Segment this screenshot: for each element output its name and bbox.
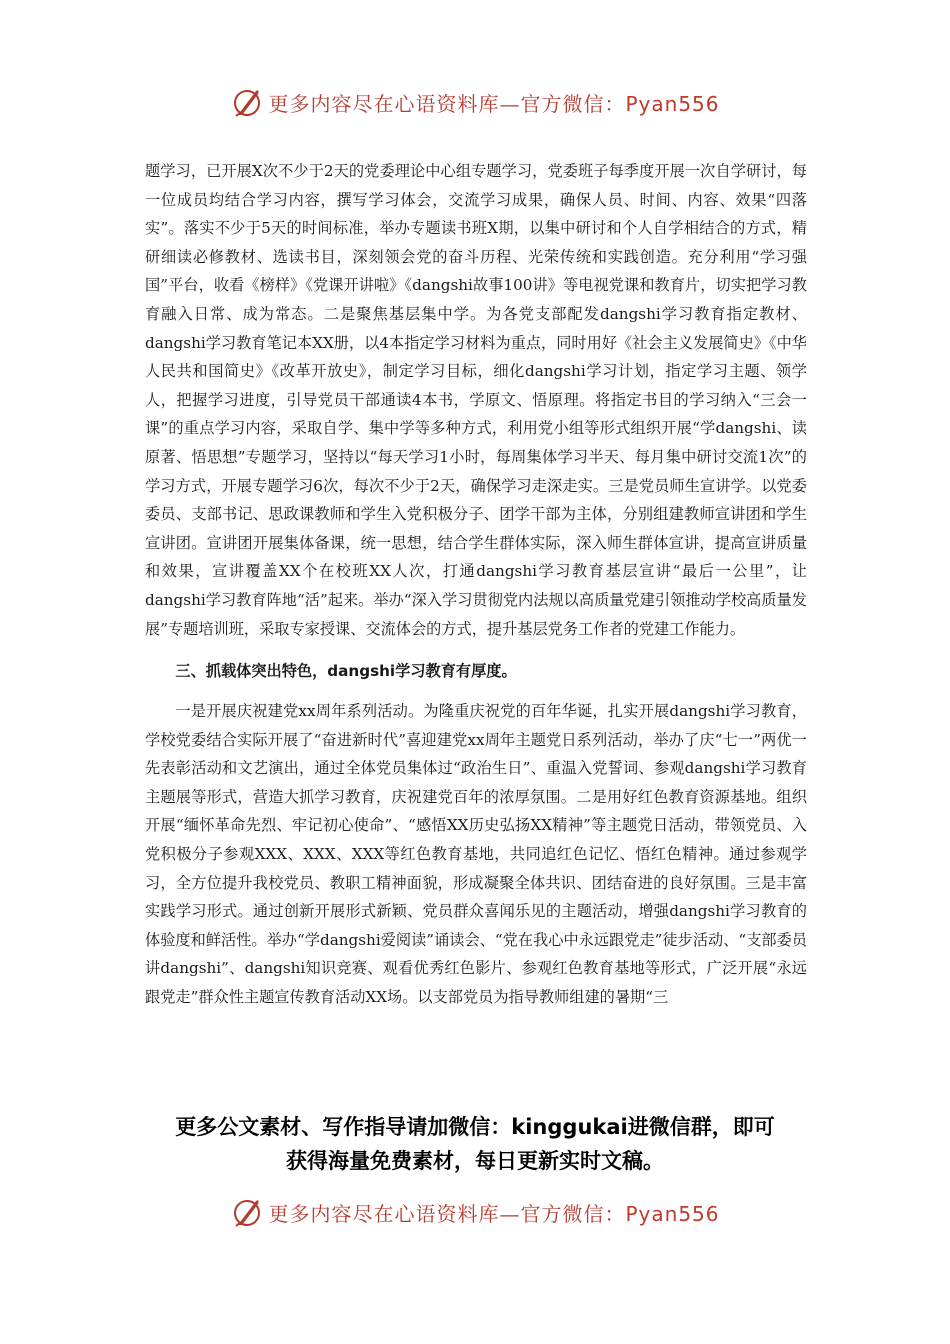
paragraph-2: 一是开展庆祝建党xx周年系列活动。为隆重庆祝党的百年华诞，扎实开展dangshi学习教育，学校党委结合实际开展了“奋进新时代”喜迎建党xx周年主题党日系列活动，举办了庆“七一”两优一先表彰活动和文艺演出，通过全体党员集体过“政治生日”、重温入党誓词、参观dangshi学习教育主题展等形式，营造大抓学习教育，庆祝建党百年的浓厚氛围。二是用好红色教育资源基地。组织开展“缅怀革命先烈、牢记初心使命”、“感悟XX历史弘扬XX精神”等主题党日活动，带领党员、入党积极分子参观XXX、XXX、XXX等红色教育基地，共同追红色记忆、悟红色精神。通过参观学习，全方位提升我校党员、教职工精神面貌，形成凝聚全体共识、团结奋进的良好氛围。三是丰富实践学习形式。通过创新开展形式新颖、党员群众喜闻乐见的主题活动，增强dangshi学习教育的体验度和鲜活性。举办“学dangshi爱阅读”诵读会、“党在我心中永远跟党走”徒步活动、“支部委员讲dangshi”、dangshi知识竞赛、观看优秀红色影片、参观红色教育基地等形式，广泛开展“永远跟党走”群众性主题宣传教育活动XX场。以支部党员为指导教师组建的暑期“三: [145, 702, 807, 1007]
quill-pen-logo-icon: [230, 85, 264, 119]
quill-pen-logo-icon: [230, 1195, 264, 1229]
paragraph-1: 题学习，已开展X次不少于2天的党委理论中心组专题学习，党委班子每季度开展一次自学研讨，每一位成员均结合学习内容，撰写学习体会，交流学习成果，确保人员、时间、内容、效果“四落实”。落实不少于5天的时间标准，举办专题读书班X期，以集中研讨和个人自学相结合的方式，精研细读必修教材、选读书目，深刻领会党的奋斗历程、光荣传统和实践创造。充分利用“学习强国”平台，收看《榜样》《党课开讲啦》《dangshi故事100讲》等电视党课和教育片，切实把学习教育融入日常、成为常态。二是聚焦基层集中学。为各党支部配发dangshi学习教育指定教材、dangshi学习教育笔记本XX册，以4本指定学习材料为重点，同时用好《社会主义发展简史》《中华人民共和国简史》《改革开放史》，制定学习目标，细化dangshi学习计划，指定学习主题、领学人，把握学习进度，引导党员干部通读4本书，学原文、悟原理。将指定书目的学习纳入“三会一课”的重点学习内容，采取自学、集中学等多种方式，利用党小组等形式组织开展“学dangshi、读原著、悟思想”专题学习，坚持以“每天学习1小时，每周集体学习半天、每月集中研讨交流1次”的学习方式，开展专题学习6次，每次不少于2天，确保学习走深走实。三是党员师生宣讲学。以党委委员、支部书记、思政课教师和学生入党积极分子、团学干部为主体，分别组建教师宣讲团和学生宣讲团。宣讲团开展集体备课，统一思想，结合学生群体实际，深入师生群体宣讲，提高宣讲质量和效果，宣讲覆盖XX个在校班XX人次，打通dangshi学习教育基层宣讲“最后一公里”，让dangshi学习教育阵地“活”起来。举办“深入学习贯彻党内法规以高质量党建引领推动学校高质量发展”专题培训班，采取专家授课、交流体会的方式，提升基层党务工作者的党建工作能力。: [145, 162, 807, 638]
header-banner: [0, 82, 950, 122]
document-body: [145, 157, 807, 1012]
banner-wechat: Pyan556: [625, 1201, 720, 1226]
footer-banner: [0, 1192, 950, 1232]
banner-wechat: Pyan556: [625, 91, 720, 116]
banner-slogan: 更多内容尽在心语资料库—官方微信：: [268, 91, 626, 116]
promo-line-1: 更多公文素材、写作指导请加微信：kinggukai进微信群，即可: [175, 1115, 775, 1139]
promo-line-2: 获得海量免费素材，每日更新实时文稿。: [286, 1149, 664, 1173]
banner-slogan: 更多内容尽在心语资料库—官方微信：: [268, 1201, 626, 1226]
promo-notice: [120, 1110, 830, 1178]
section-heading-3: 三、抓载体突出特色，dangshi学习教育有厚度。: [175, 662, 517, 681]
banner-text: [268, 88, 719, 117]
banner-text: [268, 1198, 719, 1227]
